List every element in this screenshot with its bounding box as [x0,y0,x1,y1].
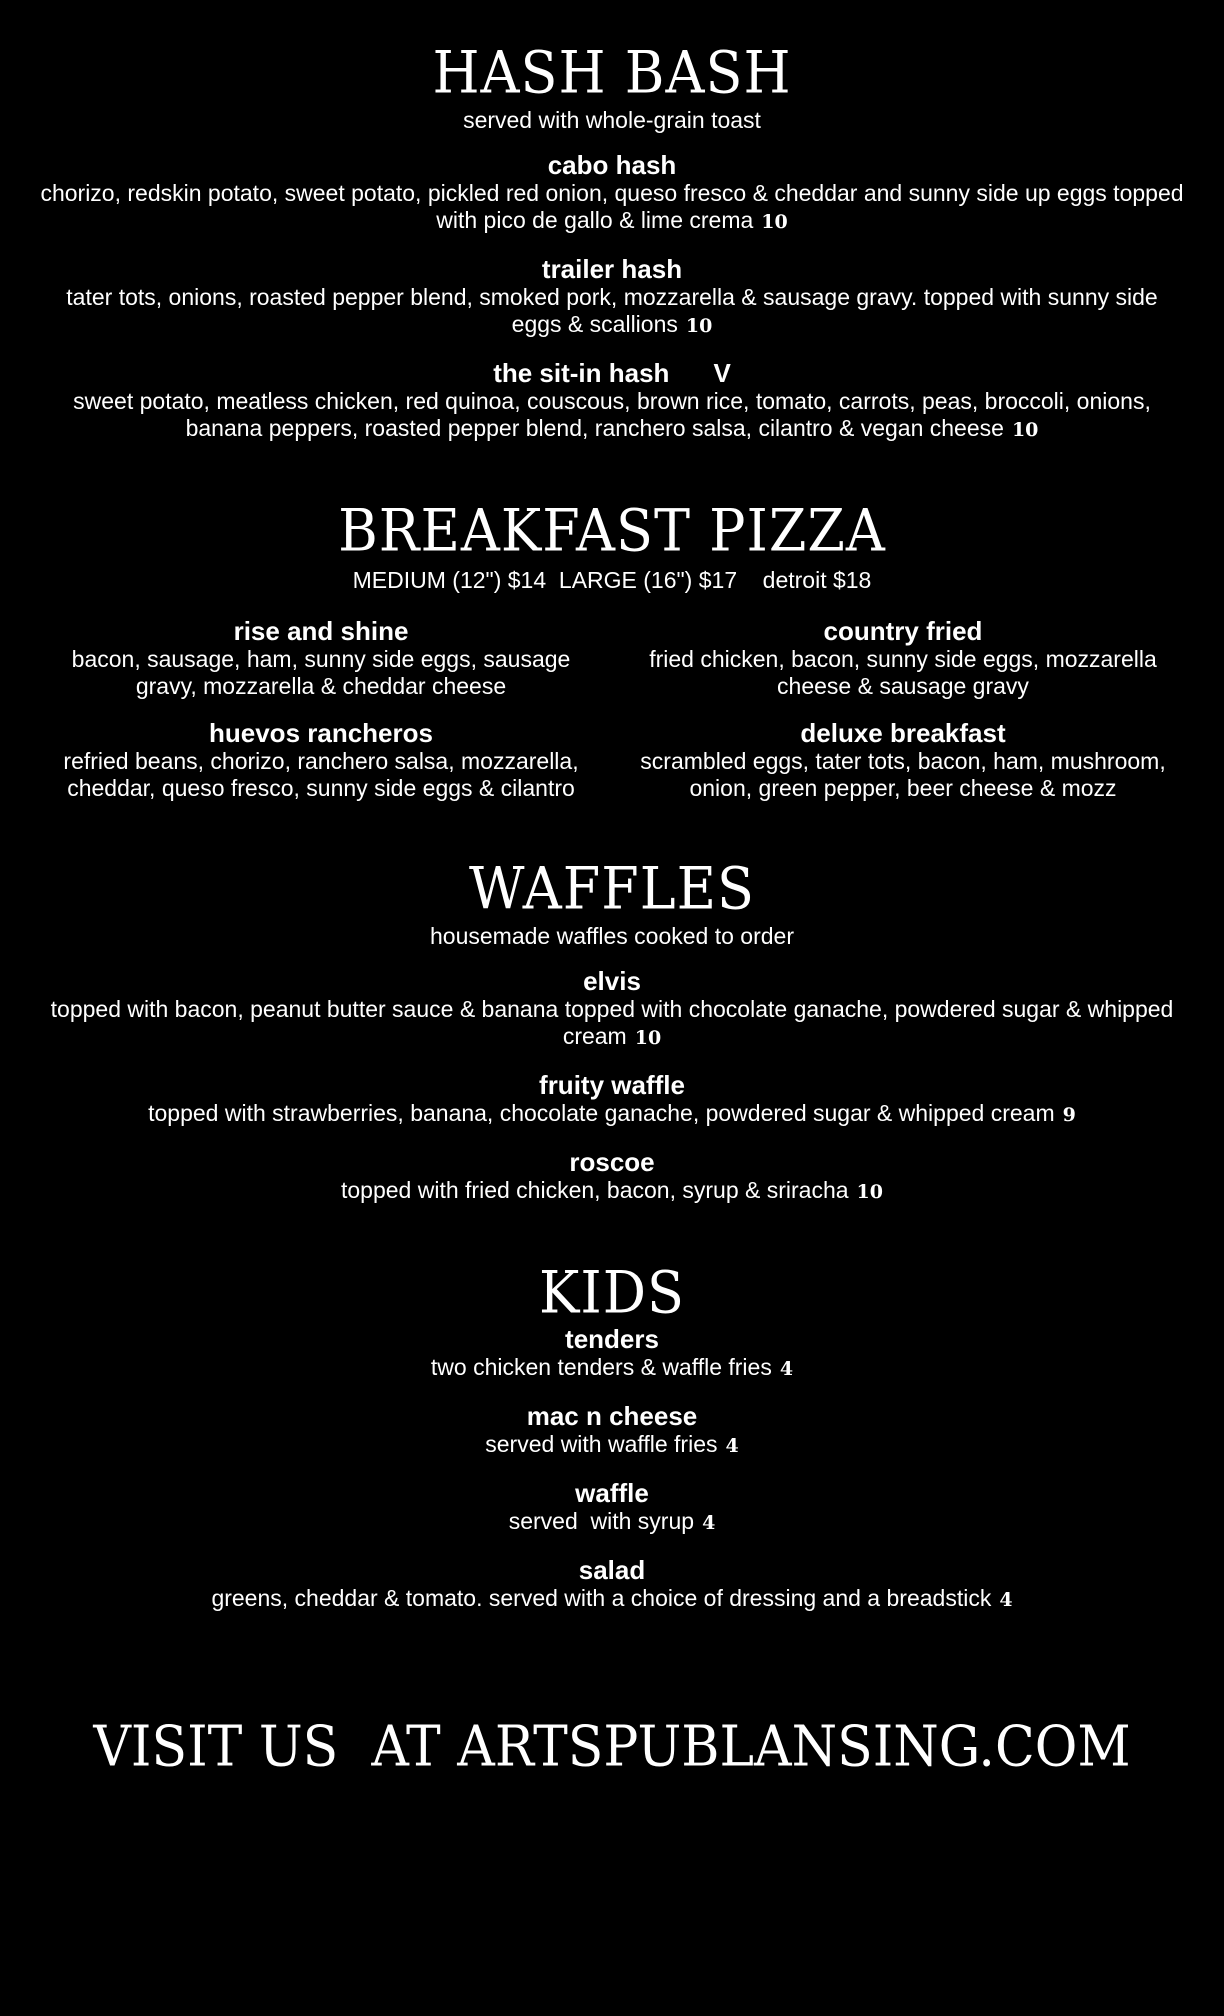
item-name: cabo hash [547,150,677,180]
section-title: KIDS [539,1258,685,1327]
item-price: 10 [634,1027,662,1049]
item-price: 10 [685,315,713,337]
item-description-text: two chicken tenders & waffle fries [430,1354,772,1380]
item-description [40,996,1184,1052]
item-description-text: served with syrup [508,1508,695,1534]
item-description [40,1585,1184,1614]
item-description: bacon, sausage, ham, sunny side eggs, sausage gravy, mozzarella & cheddar cheese [71,646,571,699]
item-name: huevos rancheros [209,718,433,748]
item-price: 10 [761,211,788,233]
section-title: HASH BASH [432,38,792,107]
item-description [40,1508,1184,1537]
section-subtitle: MEDIUM (12") $14 LARGE (16") $17 detroit $18 [352,567,872,593]
item-name: mac n cheese [526,1401,698,1431]
item-description-text: topped with strawberries, banana, chocolate ganache, powdered sugar & whipped cream [148,1100,1055,1126]
item-description [40,284,1184,340]
item-name: waffle [575,1478,649,1508]
menu-item [40,1401,1184,1460]
vegan-tag: V [713,358,731,388]
menu-item [40,358,1184,444]
item-name: the sit-in hash [493,358,670,388]
menu-item [40,1478,1184,1537]
item-price: 9 [1062,1104,1076,1126]
waffles-section [40,854,1184,1224]
item-description [40,1431,1184,1460]
item-description: scrambled eggs, tater tots, bacon, ham, mushroom, onion, green pepper, beer cheese & mozz [640,748,1166,801]
breakfast-pizza-section [40,496,1184,802]
item-description [40,1100,1184,1129]
item-description-text: sweet potato, meatless chicken, red quinoa, couscous, brown rice, tomato, carrots, peas, broccoli, onions, banana peppers, roasted pepper blend, ranchero salsa, cilantro & vegan cheese [73,388,1151,441]
menu-item [50,616,592,700]
item-name: country fried [823,616,983,646]
item-name: rise and shine [233,616,409,646]
pizza-grid [40,616,1184,802]
item-description [40,388,1184,444]
item-price: 10 [856,1181,883,1203]
menu-item [40,1070,1184,1129]
menu-item [40,254,1184,340]
item-price: 4 [999,1589,1013,1611]
menu-item [50,718,592,802]
menu-item [40,966,1184,1052]
item-description: fried chicken, bacon, sunny side eggs, mozzarella cheese & sausage gravy [649,646,1157,699]
item-name: tenders [565,1324,659,1354]
item-price: 4 [702,1512,716,1534]
menu-item [40,1324,1184,1383]
item-description-text: topped with fried chicken, bacon, syrup & sriracha [341,1177,849,1203]
item-description [40,1177,1184,1206]
item-description [40,1354,1184,1383]
item-name: roscoe [569,1147,655,1177]
menu-item [632,718,1174,802]
menu-item [40,1555,1184,1614]
kids-section [40,1258,1184,1632]
item-name-row [40,358,1184,388]
item-name: fruity waffle [539,1070,685,1100]
item-description [40,180,1184,236]
item-description-text: chorizo, redskin potato, sweet potato, pickled red onion, queso fresco & cheddar and sunny side up eggs topped with pico de gallo & lime crema [40,180,1184,233]
item-price: 10 [1011,419,1039,441]
item-name: deluxe breakfast [800,718,1006,748]
section-title: BREAKFAST PIZZA [338,496,886,565]
website-text: VISIT US AT ARTSPUBLANSING.COM [93,1714,1131,1780]
item-name: trailer hash [541,254,683,284]
item-name: elvis [583,966,641,996]
menu-item [40,150,1184,236]
item-description-text: tater tots, onions, roasted pepper blend, smoked pork, mozzarella & sausage gravy. topped with sunny side eggs & scallions [66,284,1158,337]
item-description: refried beans, chorizo, ranchero salsa, mozzarella, cheddar, queso fresco, sunny side eggs & cilantro [63,748,579,801]
item-description-text: topped with bacon, peanut butter sauce & banana topped with chocolate ganache, powdered sugar & whipped cream [50,996,1174,1049]
item-price: 4 [779,1358,794,1380]
item-description-text: greens, cheddar & tomato. served with a choice of dressing and a breadstick [211,1585,992,1611]
menu-item [40,1147,1184,1206]
item-description-text: served with waffle fries [485,1431,718,1457]
item-price: 4 [725,1435,739,1457]
item-name: salad [578,1555,646,1585]
section-title: WAFFLES [468,854,756,923]
footer [20,1716,1204,1778]
section-subtitle: housemade waffles cooked to order [430,923,794,949]
menu-item [632,616,1174,700]
section-subtitle: served with whole-grain toast [463,107,761,133]
hash-bash-section [40,38,1184,462]
